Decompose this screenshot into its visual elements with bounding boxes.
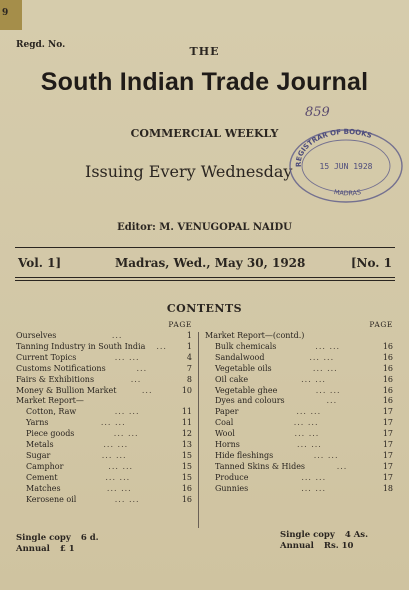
contents-page-number: 15	[181, 450, 192, 460]
contents-row	[205, 386, 393, 397]
contents-page-number: 15	[181, 472, 192, 482]
corner-mark: 9	[2, 8, 9, 18]
leader-dots: ... ...	[113, 429, 139, 439]
leader-dots: ...	[141, 385, 153, 395]
leader-dots: ...	[136, 363, 148, 373]
contents-item-label: Yarns	[26, 418, 49, 428]
leader-dots: ... ...	[309, 352, 335, 362]
contents-item-label: Vegetable oils	[215, 363, 272, 373]
contents-page-number: 17	[382, 407, 393, 417]
contents-row	[205, 429, 393, 440]
issuing-line: Issuing Every Wednesday	[85, 162, 293, 181]
contents-item-label: Bulk chemicals	[215, 341, 277, 351]
leader-dots: ... ...	[100, 418, 126, 428]
rule-mid-1	[15, 277, 395, 278]
leader-dots: ... ...	[114, 407, 140, 417]
leader-dots: ...	[111, 331, 123, 340]
contents-item-label: Cotton, Raw	[26, 407, 77, 417]
leader-dots: ... ...	[301, 472, 327, 482]
editor-line: Editor: M. VENUGOPAL NAIDU	[117, 222, 292, 233]
contents-item-label: Coal	[215, 418, 234, 428]
price-block-left	[16, 533, 99, 555]
contents-row	[205, 473, 393, 484]
price-row	[16, 544, 99, 555]
contents-item-label: Camphor	[26, 461, 64, 471]
contents-item-label: Money & Bullion Market	[16, 385, 117, 395]
leader-dots: ...	[130, 374, 142, 384]
contents-item-label: Piece goods	[26, 429, 75, 439]
handwritten-number: 859	[305, 105, 330, 120]
issue-date: Madras, Wed., May 30, 1928	[115, 256, 306, 270]
contd-label: Market Report—	[205, 331, 273, 340]
leader-dots: ... ...	[293, 418, 319, 428]
contents-row	[205, 418, 393, 429]
contents-page-number: 17	[382, 440, 393, 450]
contents-row	[205, 353, 393, 364]
leader-dots: ... ...	[301, 483, 327, 493]
leader-dots: ... ...	[108, 461, 134, 471]
price-value: Rs. 10	[323, 541, 354, 551]
contents-row	[16, 484, 192, 495]
contents-item-label: Gunnies	[215, 483, 249, 493]
contents-row	[205, 407, 393, 418]
leader-dots: ... ...	[312, 363, 338, 373]
contents-page-number: 16	[382, 396, 393, 406]
price-label: Single copy	[16, 533, 71, 543]
contents-row	[16, 353, 192, 364]
contents-left-column	[16, 320, 192, 506]
contents-page-number: 4	[186, 352, 192, 362]
contents-heading: CONTENTS	[166, 302, 243, 315]
contents-item-label: Kerosene oil	[26, 494, 77, 504]
price-row	[280, 530, 368, 541]
contents-row	[205, 375, 393, 386]
contents-row	[16, 386, 192, 397]
column-divider	[198, 332, 199, 528]
svg-text:MADRAS	[333, 188, 361, 197]
contents-page-number: 15	[181, 461, 192, 471]
leader-dots: ... ...	[101, 450, 127, 460]
contents-item-label: Dyes and colours	[215, 396, 285, 406]
rule-mid-2	[15, 280, 395, 281]
contents-page-number: 7	[186, 363, 192, 373]
contents-page-number: 18	[382, 483, 393, 493]
contents-row	[16, 418, 192, 429]
contents-page-number: 17	[382, 450, 393, 460]
contents-page-number: 17	[382, 429, 393, 439]
contents-row	[205, 396, 393, 407]
contents-right-column	[205, 320, 393, 495]
title-article: THE	[189, 45, 220, 58]
leader-dots: ... ...	[103, 440, 129, 450]
registrar-stamp	[285, 125, 405, 205]
contents-item-label: Vegetable ghee	[215, 385, 278, 395]
contents-row	[16, 364, 192, 375]
contents-page-number: 11	[181, 418, 192, 428]
contents-item-label: Oil cake	[215, 374, 249, 384]
contents-row	[205, 364, 393, 375]
contents-item-label: Cement	[26, 472, 58, 482]
leader-dots: ... ...	[297, 440, 322, 450]
contents-item-label: Fairs & Exhibitions	[16, 374, 95, 384]
contents-item-label: Ourselves	[16, 331, 57, 340]
contents-page-number: 16	[181, 494, 192, 504]
contents-item-label: Tanned Skins & Hides	[215, 461, 306, 471]
price-value: 6 d.	[80, 533, 99, 543]
contents-page-number: 16	[181, 483, 192, 493]
volume-label: Vol. 1]	[18, 256, 62, 270]
contents-item-label: Customs Notifications	[16, 363, 106, 373]
contents-item-label: Market Report—	[16, 396, 84, 406]
regd-label: Regd. No.	[16, 40, 66, 50]
issue-number: [No. 1	[350, 256, 392, 270]
leader-dots: ... ...	[301, 374, 326, 384]
contents-page-number: 1	[186, 331, 192, 340]
leader-dots: ... ...	[294, 429, 320, 439]
contents-row	[16, 473, 192, 484]
contents-page-number: 17	[382, 418, 393, 428]
contents-page-number: 13	[181, 440, 192, 450]
page-column-label: PAGE	[168, 320, 192, 329]
contents-page-number: 16	[382, 374, 393, 384]
contents-row	[205, 462, 393, 473]
page-column-label-right: PAGE	[369, 320, 393, 329]
contents-row	[16, 429, 192, 440]
contents-row	[16, 440, 192, 451]
contents-page-number: 11	[181, 407, 192, 417]
contents-row	[205, 451, 393, 462]
contents-item-label: Tanning Industry in South India	[16, 341, 146, 351]
leader-dots: ... ...	[315, 341, 341, 351]
stamp-date: 15 JUN 1928	[319, 162, 373, 171]
contents-row	[16, 462, 192, 473]
contents-item-label: Sugar	[26, 450, 51, 460]
contents-item-label: Metals	[26, 440, 54, 450]
contents-row	[16, 342, 192, 353]
contents-page-number: 17	[382, 461, 393, 471]
leader-dots: ... ...	[114, 494, 140, 504]
contents-item-label: Horns	[215, 440, 240, 450]
contents-row	[205, 484, 393, 495]
price-row	[280, 541, 368, 552]
contents-item-label: Matches	[26, 483, 61, 493]
price-label: Annual	[280, 541, 314, 551]
price-block-right	[280, 530, 368, 552]
contents-row	[16, 407, 192, 418]
contents-row	[16, 375, 192, 386]
contents-row	[205, 440, 393, 451]
leader-dots: ... ...	[106, 483, 132, 493]
contents-page-number: 8	[186, 374, 192, 384]
contents-row	[16, 331, 192, 342]
contents-item-label: Hide fleshings	[215, 450, 274, 460]
price-label: Annual	[16, 544, 50, 554]
contents-page-number: 17	[382, 472, 393, 482]
price-label: Single copy	[280, 530, 335, 540]
leader-dots: ... ...	[315, 385, 341, 395]
contents-row	[16, 451, 192, 462]
market-report-contd	[205, 331, 393, 342]
contents-page-number: 16	[382, 341, 393, 351]
stamp-top-text: REGISTRAR OF BOOKS	[294, 127, 373, 168]
leader-dots: ... ...	[296, 407, 322, 417]
price-value: 4 As.	[344, 530, 369, 540]
contd-suffix: (contd.)	[272, 331, 305, 340]
contents-row	[16, 495, 192, 506]
leader-dots: ... ...	[313, 450, 339, 460]
leader-dots: ...	[156, 341, 167, 351]
contents-item-label: Sandalwood	[215, 352, 265, 362]
contents-page-number: 12	[181, 429, 192, 439]
contents-page-number: 16	[382, 352, 393, 362]
leader-dots: ...	[326, 396, 338, 406]
price-value: £ 1	[59, 544, 75, 554]
subtitle: COMMERCIAL WEEKLY	[130, 127, 279, 140]
leader-dots: ... ...	[114, 352, 140, 362]
contents-page-number: 16	[382, 385, 393, 395]
stamp-bottom-text: MADRAS	[333, 187, 362, 198]
leader-dots: ...	[336, 461, 348, 471]
journal-title: South Indian Trade Journal	[40, 68, 369, 96]
leader-dots: ... ...	[105, 472, 131, 482]
contents-item-label: Produce	[215, 472, 249, 482]
rule-top	[15, 247, 395, 248]
contents-row	[16, 396, 192, 407]
price-row	[16, 533, 99, 544]
contents-row	[205, 342, 393, 353]
contents-item-label: Paper	[215, 407, 239, 417]
contents-page-number: 10	[181, 385, 192, 395]
contents-page-number: 1	[186, 341, 192, 351]
contents-item-label: Current Topics	[16, 352, 77, 362]
contents-page-number: 16	[382, 363, 393, 373]
contents-item-label: Wool	[215, 429, 235, 439]
